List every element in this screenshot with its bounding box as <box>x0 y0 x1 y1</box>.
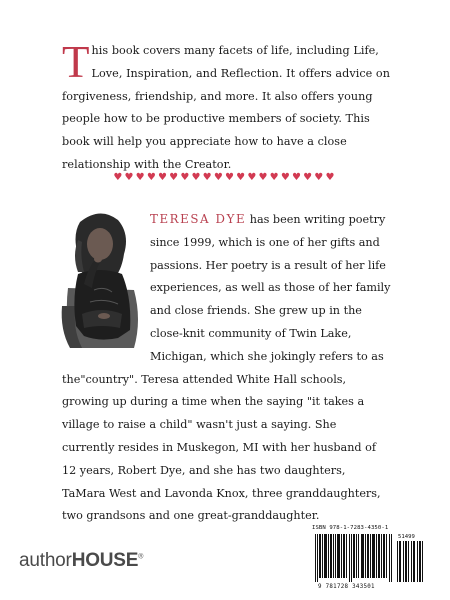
author-name: TERESA DYE <box>150 212 247 226</box>
isbn-barcode <box>315 534 393 582</box>
price-addon-barcode <box>397 541 423 582</box>
logo-house: HOUSE <box>71 550 139 571</box>
author-bio <box>62 208 392 528</box>
barcode-digits: 9 781728 343501 <box>318 584 375 590</box>
drop-cap-letter: T <box>62 37 90 87</box>
logo-author: author <box>19 550 72 571</box>
book-description <box>62 37 392 177</box>
price-addon-number: 51499 <box>398 534 415 540</box>
isbn-label: ISBN 978-1-7283-4350-1 <box>312 525 389 531</box>
photo-spacer <box>62 208 150 354</box>
publisher-logo <box>19 550 143 572</box>
hearts-divider: ♥♥♥♥♥♥♥♥♥♥♥♥♥♥♥♥♥♥♥♥ <box>113 172 337 183</box>
bio-text: has been writing poetry since 1999, which is one of her gifts and passions. Her poetry is a result of her life experiences, as well as those of her family and close friends. She grew up in the close-knit community of Twin Lake, Michigan, which she jokingly refers to as the"country". Teresa attended White Hall schools, growing up during a time when the saying "it takes a village to raise a child" wasn't just a saying. She currently resides in Muskegon, MI with her husband of 12 years, Robert Dye, and she has two daughters, TaMara West and Lavonda Knox, three granddaughters, two grandsons and one great-granddaughter. <box>62 213 391 523</box>
logo-trademark: ® <box>138 553 144 561</box>
description-text: his book covers many facets of life, including Life, Love, Inspiration, and Reflection. It offers advice on forgiveness, friendship, and more. It also offers young people how to be productive members of society. This book will help you appreciate how to have a close relationship with the Creator. <box>62 44 390 171</box>
